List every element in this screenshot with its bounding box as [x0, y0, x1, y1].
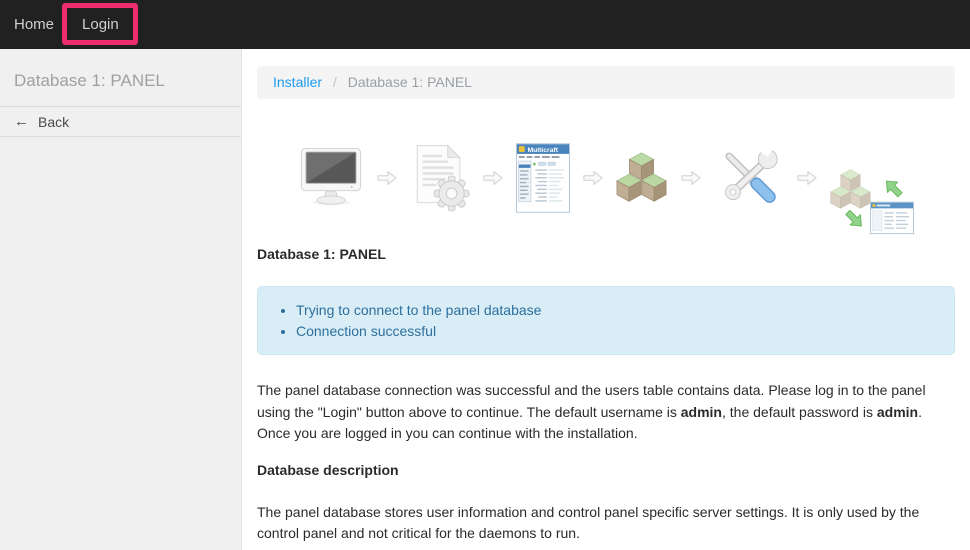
- main-content: [243, 49, 970, 550]
- panel-sync-icon: [830, 155, 914, 235]
- paragraph-connection-status: [257, 380, 955, 445]
- step-arrow-icon: [482, 168, 504, 188]
- sidebar: [0, 49, 242, 550]
- svg-text:Multicraft: Multicraft: [527, 146, 558, 154]
- breadcrumb: [257, 66, 955, 99]
- text-segment-bold-password: admin: [876, 403, 919, 420]
- nav-item-login[interactable]: Login: [82, 16, 119, 33]
- breadcrumb-current: Database 1: PANEL: [347, 74, 472, 90]
- tools-icon: [714, 147, 784, 209]
- alert-item: • Trying to connect to the panel database: [296, 300, 940, 320]
- back-label: Back: [38, 113, 70, 130]
- nav-item-home[interactable]: Home: [14, 16, 55, 33]
- subsection-heading: Database description: [257, 461, 399, 478]
- back-link[interactable]: [0, 106, 241, 137]
- text-segment: The panel database connection was successful and the users table contains data. Please log in to the panel using the "Login" button above to continue. The default username is: [257, 382, 926, 420]
- back-arrow-icon: ←: [14, 113, 29, 130]
- install-steps: [257, 125, 955, 231]
- text-segment: . Once you are logged in you can continue with the installation.: [257, 403, 922, 441]
- breadcrumb-link-installer[interactable]: Installer: [273, 74, 323, 90]
- breadcrumb-separator: /: [332, 74, 337, 90]
- monitor-icon: [298, 147, 364, 209]
- settings-file-icon: [410, 143, 470, 213]
- paragraph-database-description: The panel database stores user information and control panel specific server settings. It is only used by the control panel and not critical for the daemons to run.: [257, 503, 920, 541]
- section-heading: Database 1: PANEL: [257, 246, 386, 262]
- step-arrow-icon: [680, 168, 702, 188]
- step-arrow-icon: [796, 168, 818, 188]
- alert-item: • Connection successful: [296, 321, 940, 341]
- sidebar-title: Database 1: PANEL: [14, 71, 165, 90]
- step-arrow-icon: [582, 168, 604, 188]
- step-arrow-icon: [376, 168, 398, 188]
- multicraft-panel-icon: [516, 143, 570, 213]
- info-alert: [257, 286, 955, 355]
- minecraft-blocks-icon: [616, 149, 668, 207]
- alert-list: [272, 300, 940, 341]
- navbar: [0, 0, 970, 49]
- text-segment: , the default password is: [721, 403, 877, 420]
- text-segment-bold-username: admin: [680, 403, 722, 420]
